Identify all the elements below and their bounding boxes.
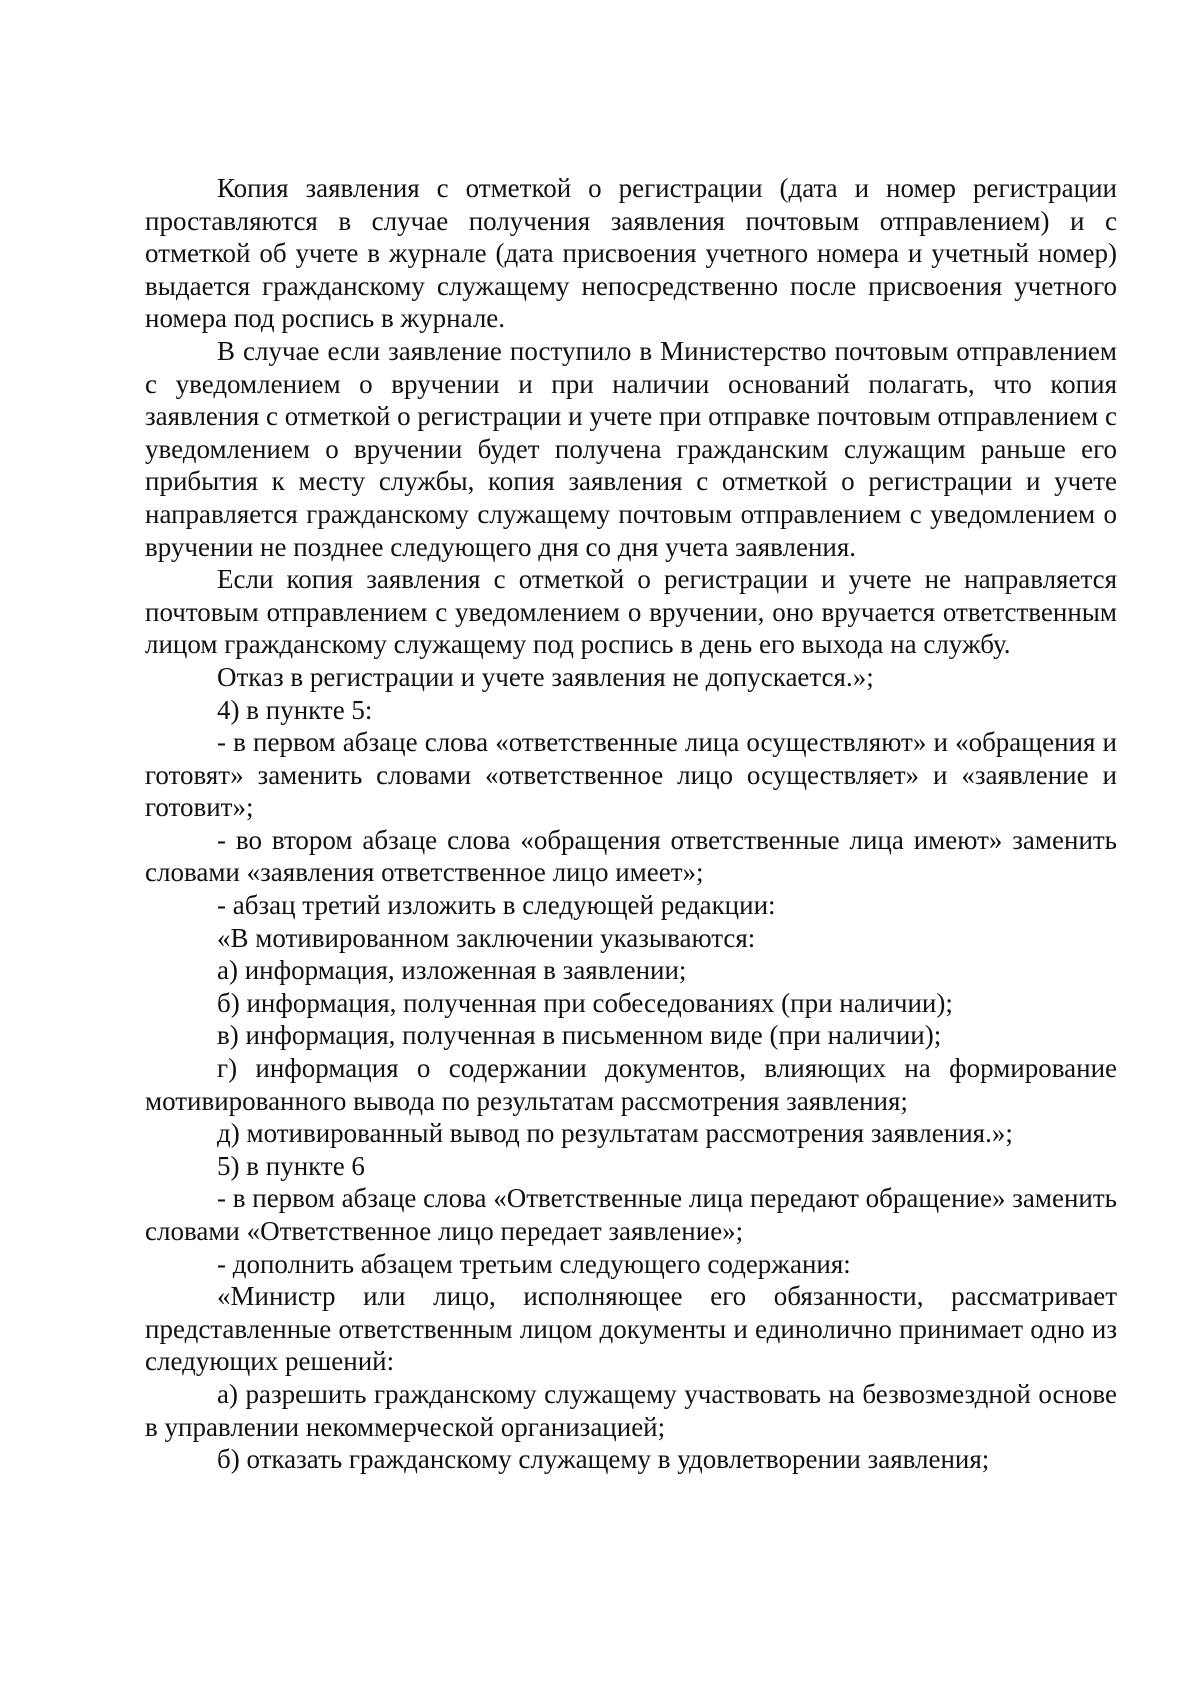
paragraph-8: - абзац третий изложить в следующей редакции: (217, 890, 776, 921)
paragraph-10: а) информация, изложенная в заявлении; (217, 955, 687, 986)
paragraph-2: В случае если заявление поступило в Министерство почтовым отправлением с уведомлением о вручении и при наличии оснований полагать, что копия заявления с отметкой о регистрации и учете при отправке почтовым отправлением с уведомлением о вручении будет получена гражданским служащим раньше его прибытия к месту службы, копия заявления с отметкой о регистрации и учете направляется гражданскому служащему почтовым отправлением с уведомлением о вручении не позднее следующего дня со дня учета заявления. (145, 335, 1117, 562)
paragraph-17: - дополнить абзацем третьим следующего содержания: (217, 1248, 851, 1279)
paragraph-19: а) разрешить гражданскому служащему участвовать на безвозмездной основе в управлении некоммерческой организацией; (145, 1378, 1117, 1442)
paragraph-4: Отказ в регистрации и учете заявления не допускается.»; (217, 661, 874, 692)
paragraph-1: Копия заявления с отметкой о регистрации (дата и номер регистрации проставляются в случае получения заявления почтовым отправлением) и с отметкой об учете в журнале (дата присвоения учетного номера и учетный номер) выдается гражданскому служащему непосредственно после присвоения учетного номера под роспись в журнале. (145, 173, 1117, 334)
paragraph-3: Если копия заявления с отметкой о регистрации и учете не направляется почтовым отправлением с уведомлением о вручении, оно вручается ответственным лицом гражданскому служащему под роспись в день его выхода на службу. (145, 564, 1117, 660)
document-page (145, 172, 1117, 1476)
paragraph-16: - в первом абзаце слова «Ответственные лица передают обращение» заменить словами «Ответственное лицо передает заявление»; (145, 1183, 1117, 1246)
paragraph-6: - в первом абзаце слова «ответственные лица осуществляют» и «обращения и готовят» заменить словами «ответственное лицо осуществляет» и «заявление и готовит»; (145, 727, 1117, 823)
paragraph-7: - во втором абзаце слова «обращения ответственные лица имеют» заменить словами «заявления ответственное лицо имеет»; (145, 824, 1117, 888)
paragraph-11: б) информация, полученная при собеседованиях (при наличии); (217, 987, 953, 1018)
paragraph-13: г) информация о содержании документов, влияющих на формирование мотивированного вывода по результатам рассмотрения заявления; (145, 1053, 1117, 1116)
paragraph-20: б) отказать гражданскому служащему в удовлетворении заявления; (217, 1444, 990, 1475)
paragraph-15: 5) в пункте 6 (217, 1150, 365, 1181)
paragraph-12: в) информация, полученная в письменном виде (при наличии); (217, 1020, 942, 1051)
paragraph-9: «В мотивированном заключении указываются: (217, 922, 756, 953)
paragraph-5: 4) в пункте 5: (217, 694, 373, 725)
paragraph-18: «Министр или лицо, исполняющее его обязанности, рассматривает представленные ответственным лицом документы и единолично принимает одно из следующих решений: (145, 1281, 1117, 1377)
paragraph-14: д) мотивированный вывод по результатам рассмотрения заявления.»; (217, 1118, 1013, 1149)
